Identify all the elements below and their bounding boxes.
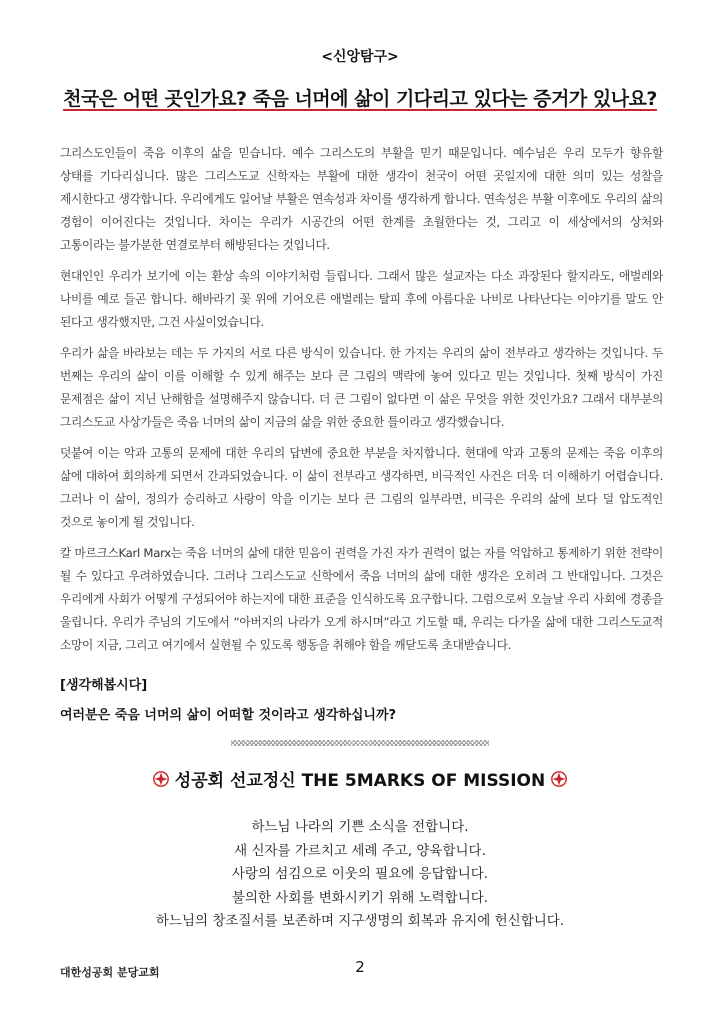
paragraph: 현대인인 우리가 보기에 이는 환상 속의 이야기처럼 들립니다. 그래서 많은 설교자는 다소 과장된다 할지라도, 애벌레와 나비를 예로 들곤 합니다. 해바라기 꽃 위에 기어오른 애벌레는 탈피 후에 아름다운 나비로 나타난다는 이야기를 말도 안 된다고 생각했지만, 그건 사실이었습니다. — [60, 269, 663, 329]
mark-item: 새 신자를 가르치고 세례 주고, 양육합니다. — [234, 842, 486, 859]
article-body — [60, 142, 663, 665]
page-number: 2 — [355, 958, 365, 976]
marks-heading-text: 성공회 선교정신 THE 5MARKS OF MISSION — [174, 771, 546, 791]
page-title — [0, 84, 720, 111]
paragraph: 그리스도인들이 죽음 이후의 삶을 믿습니다. 예수 그리스도의 부활을 믿기 때문입니다. 예수님은 우리 모두가 향유할 상태를 기다리십니다. 많은 그리스도교 신학자는 부활에 대한 생각이 천국이 어떤 곳일지에 대한 의미 있는 성찰을 제시한다고 생각합니다. 우리에게도 일어날 부활은 연속성과 차이를 생각하게 합니다. 연속성은 부활 이후에도 우리의 삶의 경험이 이어진다는 것입니다. 차이는 우리가 시공간의 어떤 한계를 초월한다는 것, 그리고 이 세상에서의 상처와 고통이라는 불가분한 연결로부터 해방된다는 것입니다. — [60, 146, 663, 252]
page-title-text: 천국은 어떤 곳인가요? 죽음 너머에 삶이 기다리고 있다는 증거가 있나요? — [63, 88, 657, 110]
mark-item: 하느님 나라의 기쁜 소식을 전합니다. — [251, 819, 469, 835]
mark-item: 불의한 사회를 변화시키기 위해 노력합니다. — [231, 889, 489, 906]
reflection-question: 여러분은 죽음 너머의 삶이 어떠할 것이라고 생각하십니까? — [60, 708, 397, 723]
anglican-cross-icon — [551, 771, 567, 787]
category-label: <신앙탐구> — [321, 49, 399, 65]
paragraph: 덧붙여 이는 악과 고통의 문제에 대한 우리의 답변에 중요한 부분을 차지합니다. 현대에 악과 고통의 문제는 죽음 이후의 삶에 대하여 회의하게 되면서 간과되었습니다. 이 삶이 전부라고 생각하면, 비극적인 사건은 더욱 더 이해하기 어렵습니다. 그러나 이 삶이, 정의가 승리하고 사랑이 악을 이기는 보다 큰 그림의 일부라면, 비극은 우리의 삶에 보다 덜 압도적인 것으로 놓이게 될 것입니다. — [60, 446, 663, 529]
mark-item: 하느님의 창조질서를 보존하며 지구생명의 회복과 유지에 헌신합니다. — [155, 913, 565, 929]
anglican-cross-icon — [153, 771, 169, 787]
paragraph: 칼 마르크스Karl Marx는 죽음 너머의 삶에 대한 믿음이 권력을 가진 자가 권력이 없는 자를 억압하고 통제하기 위한 전략이 될 수 있다고 우려하였습니다. 그러나 그리스도교 신학에서 죽음 너머의 삶에 대한 생각은 오히려 그 반대입니다. 그것은 우리에게 사회가 어떻게 구성되어야 하는지에 대한 표준을 인식하도록 요구합니다. 그럼으로써 오늘날 우리 사회에 경종을 울립니다. 우리가 주님의 기도에서 “아버지의 나라가 오게 하시며”라고 기도할 때, 우리는 다가올 삶에 대한 그리스도교적 소망이 지금, 그리고 여기에서 실현될 수 있도록 행동을 취해야 함을 깨닫도록 초대받습니다. — [60, 546, 663, 652]
decorative-divider — [231, 740, 489, 746]
reflection-label: [생각해봅시다] — [60, 678, 148, 693]
marks-heading — [0, 766, 720, 791]
footer-church-name: 대한성공회 분당교회 — [60, 966, 160, 979]
paragraph: 우리가 삶을 바라보는 데는 두 가지의 서로 다른 방식이 있습니다. 한 가지는 우리의 삶이 전부라고 생각하는 것입니다. 두 번째는 우리의 삶이 이를 이해할 수 있게 해주는 보다 큰 그림의 맥락에 놓여 있다고 믿는 것입니다. 첫째 방식이 가진 문제점은 삶이 지닌 난해함을 설명해주지 않습니다. 더 큰 그림이 없다면 이 삶은 무엇을 위한 것인가요? 그래서 대부분의 그리스도교 사상가들은 죽음 너머의 삶이 지금의 삶을 위한 중요한 틀이라고 생각했습니다. — [60, 346, 663, 429]
marks-list — [0, 816, 720, 934]
mark-item: 사랑의 섬김으로 이웃의 필요에 응답합니다. — [231, 866, 489, 882]
